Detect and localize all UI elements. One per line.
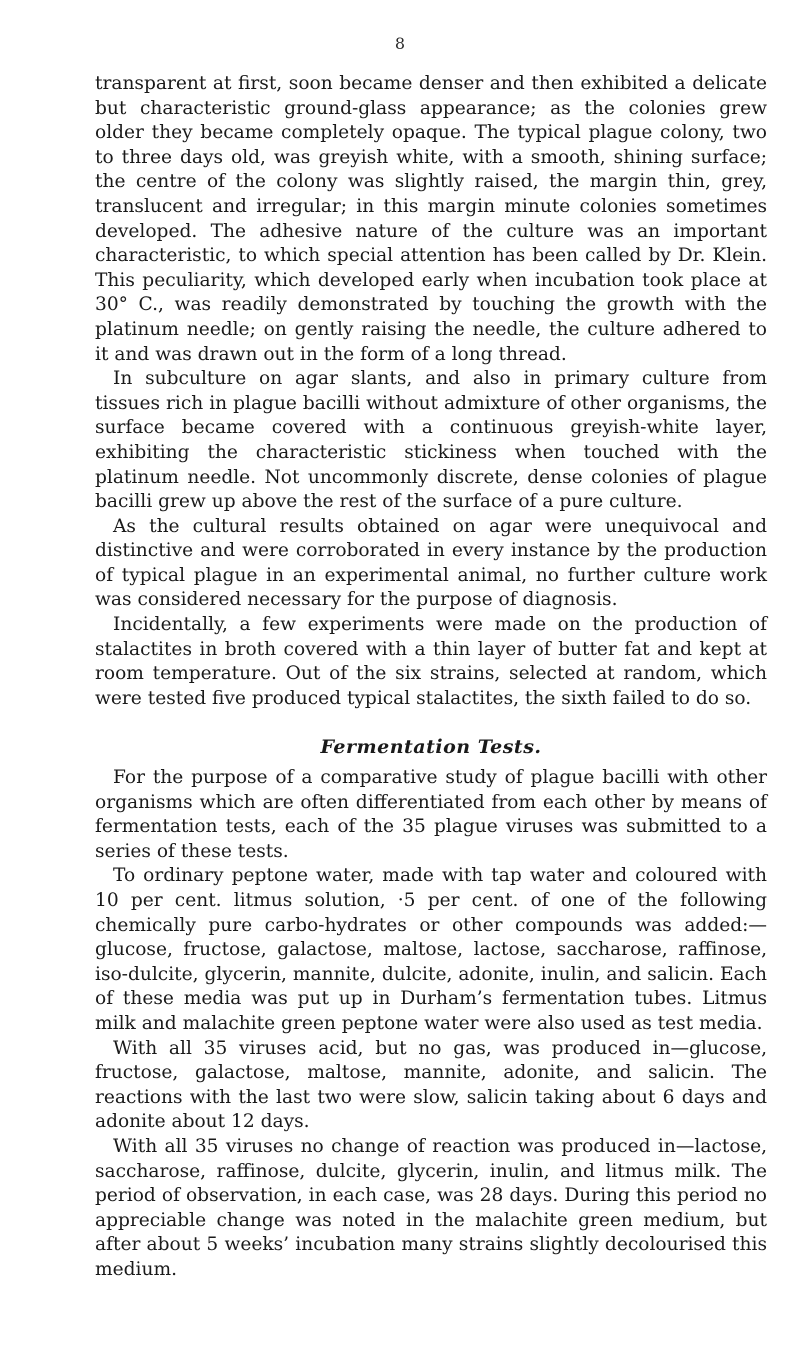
paragraph-cultural-results: As the cultural results obtained on agar were unequivocal and distinctive and were corroborated in every instance by the production of typical plague in an experimental animal, no further culture work was considered necessary for the purpose of diagnosis. — [95, 515, 767, 611]
paragraph-colony-description: transparent at first, soon became denser and then exhibited a delicate but characteristic ground-glass appearance; as the colonies grew older they became completely opaque. The typical plague colony, two to three days old, was greyish white, with a smooth, shining surface; the centre of the colony was slightly raised, the margin thin, grey, translucent and irregular; in this margin minute colonies sometimes developed. The adhesive nature of the culture was an important characteristic, to which special attention has been called by Dr. Klein. This peculiarity, which developed early when incubation took place at 30° C., was readily demonstrated by touching the growth with the platinum needle; on gently raising the needle, the culture adhered to it and was drawn out in the form of a long thread. — [95, 73, 767, 365]
paragraph-fermentation-purpose: For the purpose of a comparative study of plague bacilli with other organisms which are often differentiated from each other by means of fermentation tests, each of the 35 plague viruses was submitted to a series of these tests. — [95, 767, 767, 862]
paragraph-fermentation-media: To ordinary peptone water, made with tap water and coloured with 10 per cent. litmus solution, ·5 per cent. of one of the following chemically pure carbo-hydrates or other compounds was added:—glucose, fructose, galactose, maltose, lactose, saccharose, raffinose, iso-dulcite, glycerin, mannite, dulcite, adonite, inulin, and salicin. Each of these media was put up in Durham’s fermentation tubes. Litmus milk and malachite green peptone water were also used as test media. — [95, 865, 767, 1034]
section-heading-fermentation: Fermentation Tests. — [320, 736, 542, 759]
paragraph-subculture: In subculture on agar slants, and also in primary culture from tissues rich in plague bacilli without admixture of other organisms, the surface became covered with a continuous greyish-white layer, exhibiting the characteristic stickiness when touched with the platinum needle. Not uncommonly discrete, dense colonies of plague bacilli grew up above the rest of the surface of a pure culture. — [95, 368, 767, 513]
paragraph-acid-results: With all 35 viruses acid, but no gas, was produced in—glucose, fructose, galactose, maltose, mannite, adonite, and salicin. The reactions with the last two were slow, salicin taking about 6 days and adonite about 12 days. — [95, 1037, 767, 1133]
paragraph-stalactites: Incidentally, a few experiments were made on the production of stalactites in broth covered with a thin layer of butter fat and kept at room temperature. Out of the six strains, selected at random, which were tested five produced typical stalactites, the sixth failed to do so. — [95, 614, 767, 709]
page-number: 8 — [394, 34, 406, 53]
body-text — [95, 72, 767, 1283]
paragraph-no-change-results: With all 35 viruses no change of reaction was produced in—lactose, saccharose, raffinose, dulcite, glycerin, inulin, and litmus milk. The period of observation, in each case, was 28 days. During this period no appreciable change was noted in the malachite green medium, but after about 5 weeks’ incubation many strains slightly decolourised this medium. — [95, 1135, 767, 1280]
